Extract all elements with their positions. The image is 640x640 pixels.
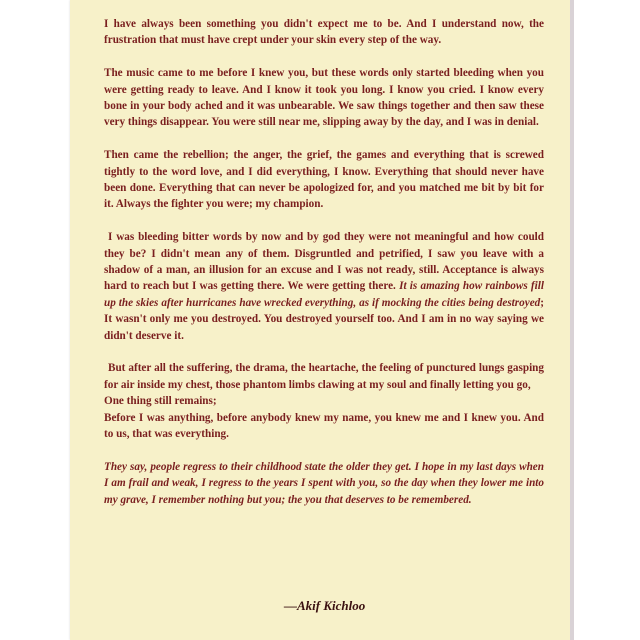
- paragraph-1: I have always been something you didn't expect me to be. And I understand now, the frustration that must have crept under your skin every step of the way.: [104, 18, 544, 47]
- paragraph-3: Then came the rebellion; the anger, the grief, the games and everything that is screwed tightly to the word love, and I did everything, I know. Everything that should never have been done. Everything that can never be apologized for, and you matched me bit by bit for it. Always the fighter you were; my champion.: [104, 149, 544, 211]
- paragraph-2: The music came to me before I knew you, but these words only started bleeding when you were getting ready to leave. And I know it took you long. I know you cried. I know every bone in your body ached and it was unbearable. We saw things together and then saw these very things disappear. You were still near me, slipping away by the day, and I was in denial.: [104, 67, 544, 129]
- paper-edge: [570, 0, 574, 640]
- paragraph-4-end: ; It wasn't only me you destroyed. You destroyed yourself too. And I am in no way saying we didn't deserve it.: [104, 296, 544, 342]
- paragraph-4-italic: It is amazing how rainbows fill up the skies after hurricanes have wrecked everything, as if mocking the cities being destroyed: [104, 280, 544, 309]
- letter-body: [104, 16, 544, 525]
- paragraph-5-line-b: One thing still remains;: [104, 395, 217, 408]
- paragraph-5-line-c: Before I was anything, before anybody knew my name, you knew me and I knew you. And to us, that was everything.: [104, 411, 544, 441]
- paragraph-4: [104, 229, 544, 344]
- paragraph-5: [104, 360, 544, 442]
- paragraph-6: [104, 459, 544, 508]
- paragraph-4-start: I was bleeding bitter words by now and by god they were not meaningful and how could they be? I didn't mean any of them. Disgruntled and petrified, I saw you leave with a shadow of a man, an illusion for an excuse and I was not ready, still. Acceptance is always hard to reach but I was getting there. We were getting there.: [104, 231, 544, 293]
- paragraph-6-italic: They say, people regress to their childhood state the older they get. I hope in my last days when I am frail and weak, I regress to the years I spent with you, so the day when they lower me into my grave, I remember nothing but you; the you that deserves to be remembered.: [104, 460, 544, 506]
- signature: —Akif Kichloo: [284, 598, 366, 613]
- paragraph-5-line-a: But after all the suffering, the drama, the heartache, the feeling of punctured lungs gasping for air inside my chest, those phantom limbs clawing at my soul and finally letting you go,: [104, 362, 544, 391]
